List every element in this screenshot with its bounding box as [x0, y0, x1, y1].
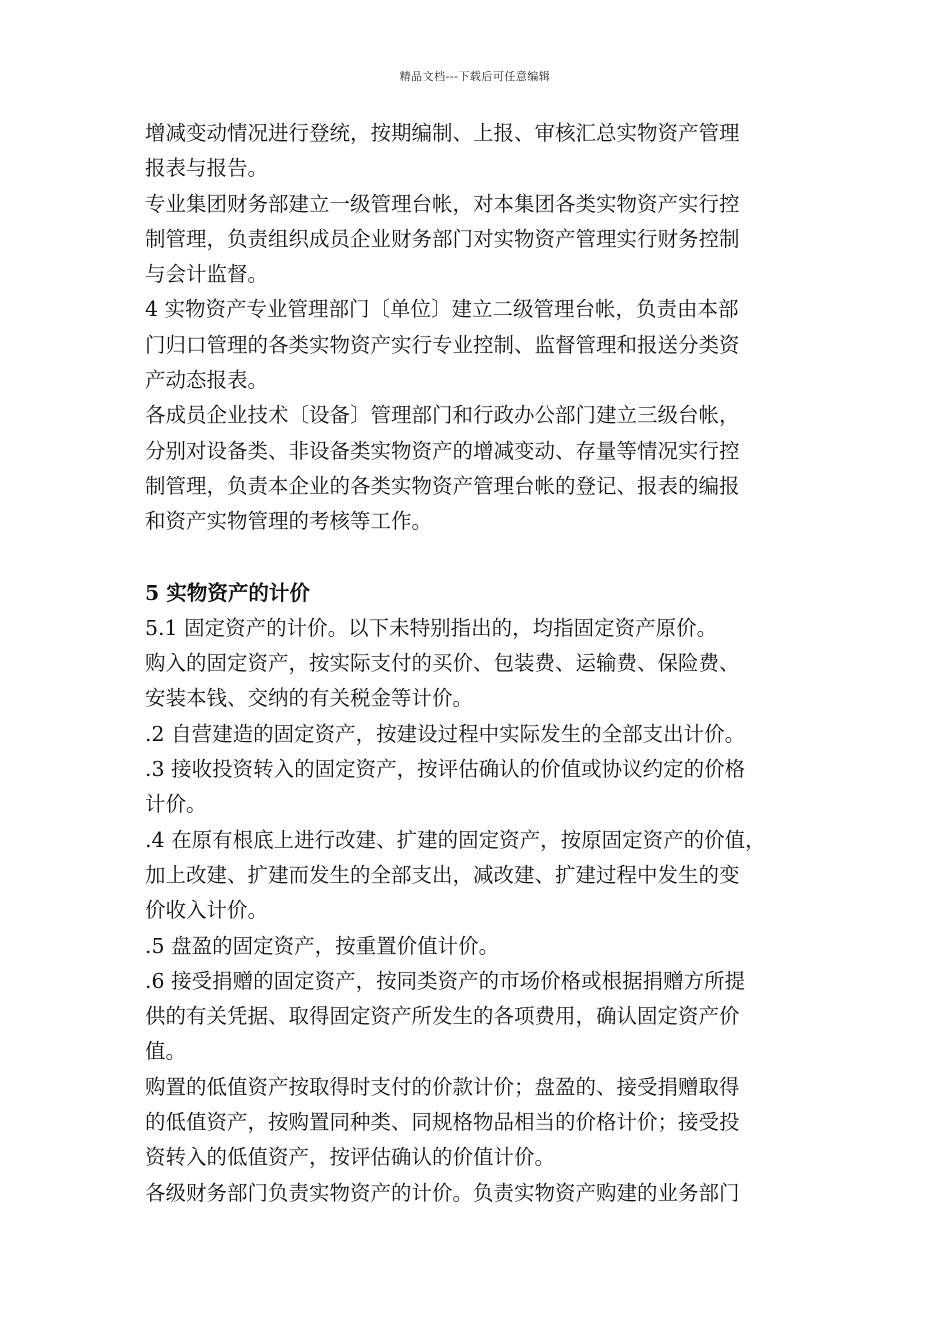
text-line: .5 盘盈的固定资产，按重置价值计价。 — [145, 933, 500, 958]
section-heading: 5 实物资产的计价 — [145, 580, 310, 605]
text-line: 与会计监督。 — [145, 262, 268, 287]
text-line: 资转入的低值资产，按评估确认的价值计价。 — [145, 1145, 555, 1170]
text-line: 专业集团财务部建立一级管理台帐，对本集团各类实物资产实行控 — [145, 191, 740, 216]
text-line: 5.1 固定资产的计价。以下未特别指出的，均指固定资产原价。 — [145, 615, 718, 640]
text-line: 价收入计价。 — [145, 898, 268, 923]
text-line: 增减变动情况进行登统，按期编制、上报、审核汇总实物资产管理 — [145, 121, 740, 145]
text-line: 值。 — [145, 1039, 186, 1064]
text-line: .4 在原有根底上进行改建、扩建的固定资产，按原固定资产的价值， — [145, 827, 766, 852]
text-line: 的低值资产，按购置同种类、同规格物品相当的价格计价；接受投 — [145, 1110, 740, 1135]
paragraph — [145, 116, 815, 187]
text-line: 安装本钱、交纳的有关税金等计价。 — [145, 686, 473, 711]
text-line: 4 实物资产专业管理部门〔单位〕建立二级管理台帐，负责由本部 — [145, 297, 739, 322]
text-line: 供的有关凭据、取得固定资产所发生的各项费用，确认固定资产价 — [145, 1004, 740, 1029]
text-line: 分别对设备类、非设备类实物资产的增减变动、存量等情况实行控 — [145, 438, 740, 463]
text-line: 门归口管理的各类实物资产实行专业控制、监督管理和报送分类资 — [145, 332, 740, 357]
paragraph — [145, 1176, 815, 1211]
text-line: 各成员企业技术〔设备〕管理部门和行政办公部门建立三级台帐， — [145, 403, 740, 428]
document-body — [145, 116, 815, 1211]
text-line: 计价。 — [145, 792, 207, 817]
text-line: 和资产实物管理的考核等工作。 — [145, 509, 432, 534]
text-line: .6 接受捐赠的固定资产，按同类资产的市场价格或根据捐赠方所提 — [145, 968, 746, 993]
paragraph — [145, 964, 815, 1070]
text-line: .2 自营建造的固定资产，按建设过程中实际发生的全部支出计价。 — [145, 721, 746, 746]
paragraph — [145, 929, 815, 964]
text-line: 购置的低值资产按取得时支付的价款计价；盘盈的、接受捐赠取得 — [145, 1074, 740, 1099]
text-line: 各级财务部门负责实物资产的计价。负责实物资产购建的业务部门 — [145, 1180, 740, 1205]
paragraph — [145, 1070, 815, 1176]
paragraph — [145, 292, 815, 398]
paragraph — [145, 398, 815, 539]
paragraph — [145, 646, 815, 717]
text-line: 报表与报告。 — [145, 156, 268, 181]
text-line: 购入的固定资产，按实际支付的买价、包装费、运输费、保险费、 — [145, 651, 740, 676]
page-header: 精品文档---下载后可任意编辑 — [399, 70, 551, 83]
paragraph — [145, 717, 815, 752]
text-line: 制管理，负责组织成员企业财务部门对实物资产管理实行财务控制 — [145, 226, 740, 251]
text-line: 制管理，负责本企业的各类实物资产管理台帐的登记、报表的编报 — [145, 473, 740, 498]
section-spacer — [145, 540, 815, 576]
paragraph — [145, 823, 815, 929]
text-line: 加上改建、扩建而发生的全部支出，减改建、扩建过程中发生的变 — [145, 862, 740, 887]
text-line: .3 接收投资转入的固定资产，按评估确认的价值或协议约定的价格 — [145, 757, 746, 782]
paragraph — [145, 752, 815, 823]
paragraph — [145, 187, 815, 293]
text-line: 产动态报表。 — [145, 368, 268, 393]
paragraph — [145, 611, 815, 646]
